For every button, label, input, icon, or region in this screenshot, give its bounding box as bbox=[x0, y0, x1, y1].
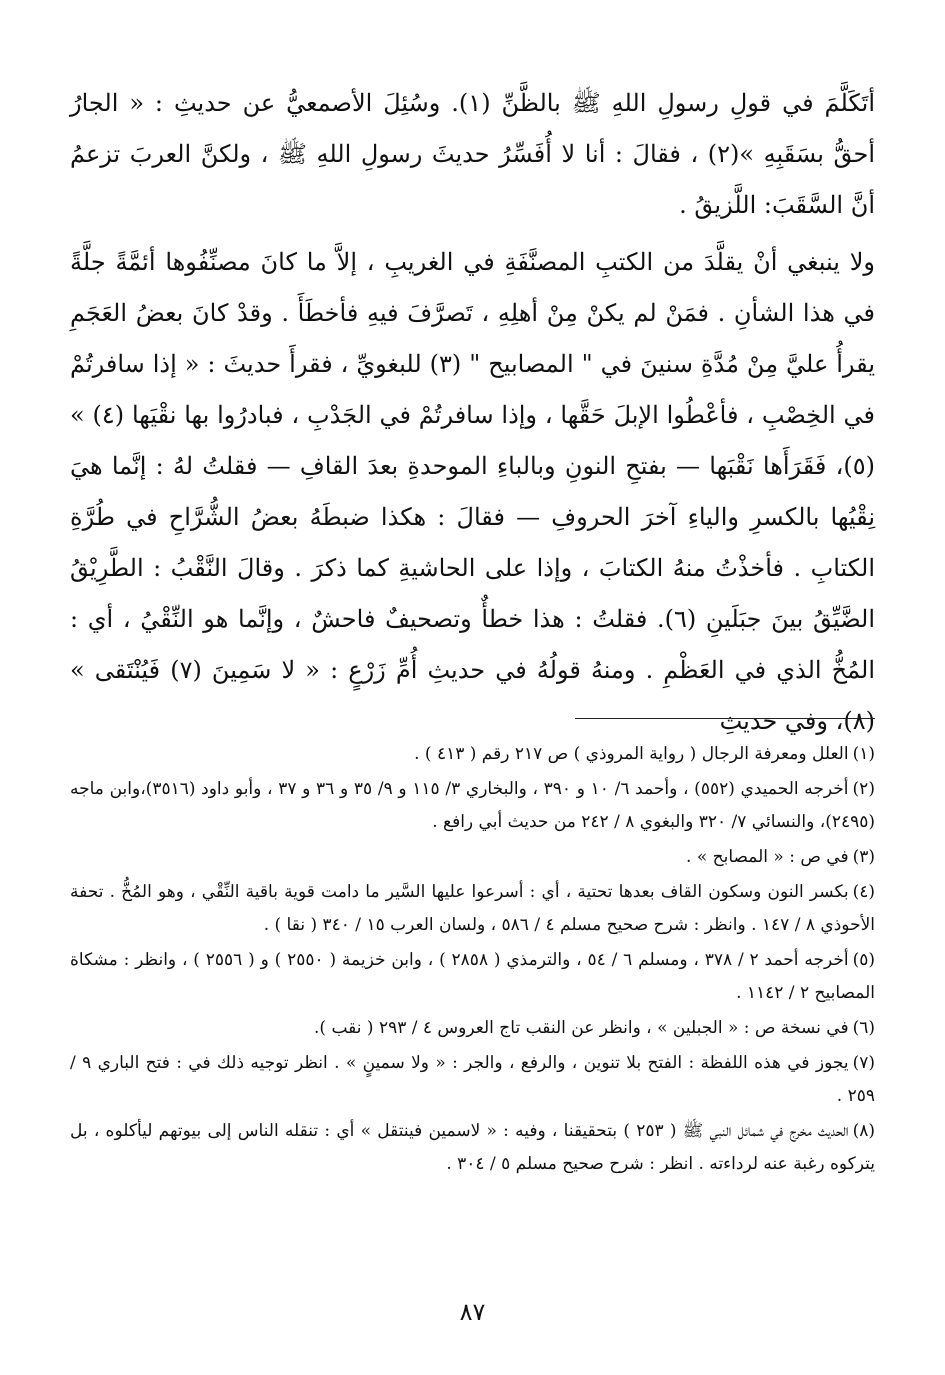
footnote-number: (٣) bbox=[852, 847, 875, 867]
footnote bbox=[70, 773, 875, 839]
book-page bbox=[70, 78, 875, 1335]
footnote bbox=[70, 1115, 875, 1181]
footnote bbox=[70, 738, 875, 771]
footnote-number: (٥) bbox=[852, 950, 875, 970]
footnote-text: يجوز في هذه اللفظة : الفتح بلا تنوين ، والرفع ، والجر : « ولا سمينٍ » . انظر توجيه ذلك في : فتح الباري ٩ / ٢٥٩ . bbox=[70, 1053, 875, 1106]
footnote-text: الحديث مخرج في شمائل النبي ﷺ ( ٢٥٣ ) بتحقيقنا ، وفيه : « لاسمين فينتقل » أي : تنقله الناس إلى بيوتهم ليأكلوه ، بل يتركوه رغبة عنه لرداءته . انظر : شرح صحيح مسلم ٥ / ٣٠٤ . bbox=[70, 1121, 875, 1174]
paragraph: أتَكَلَّمَ في قولِ رسولِ اللهِ ﷺ بالظَّنِّ (١). وسُئِلَ الأصمعيُّ عن حديثِ : « الجارُ أحقُّ بسَقَبِهِ »(٢) ، فقالَ : أنا لا أُفَسِّرُ حديثَ رسولِ اللهِ ﷺ ، ولكنَّ العربَ تزعمُ أنَّ السَّقَبَ: اللَّزيقُ . bbox=[70, 89, 876, 219]
footnote-number: (٨) bbox=[852, 1121, 875, 1141]
footnotes-section bbox=[70, 738, 875, 1183]
footnote-text: أخرجه الحميدي (٥٥٢) ، وأحمد ٦/ ١٠ و ٣٩٠ ، والبخاري ٣/ ١١٥ و ٩/ ٣٥ و ٣٦ و ٣٧ ، وأبو داود (٣٥١٦)،وابن ماجه (٢٤٩٥)، والنسائي ٧/ ٣٢٠ والبغوي ٨ / ٢٤٢ من حديث أبي رافع . bbox=[70, 779, 875, 832]
main-text-block bbox=[70, 78, 875, 747]
footnote bbox=[70, 1012, 875, 1045]
footnote-text: في نسخة ص : « الجبلين » ، وانظر عن النقب تاج العروس ٤ / ٢٩٣ ( نقب ). bbox=[314, 1018, 849, 1038]
footnote-number: (٤) bbox=[852, 882, 875, 902]
page-number: ٨٧ bbox=[459, 1298, 486, 1326]
footnote bbox=[70, 1047, 875, 1113]
footnote-text: العلل ومعرفة الرجال ( رواية المروذي ) ص ٢١٧ رقم ( ٤١٣ ) . bbox=[414, 744, 849, 764]
footnote-separator bbox=[575, 718, 875, 719]
footnote-number: (١) bbox=[852, 744, 875, 764]
footnote bbox=[70, 944, 875, 1010]
footnote bbox=[70, 841, 875, 874]
footnote-number: (٧) bbox=[852, 1053, 875, 1073]
footnote bbox=[70, 876, 875, 942]
footnote-number: (٦) bbox=[852, 1018, 875, 1038]
paragraph: ولا ينبغي أنْ يقلَّدَ من الكتبِ المصنَّفَةِ في الغريبِ ، إلاَّ ما كانَ مصنِّفُوها أئمَّةً جلَّةً في هذا الشأنِ . فمَنْ لم يكنْ مِنْ أهلِهِ ، تَصرَّفَ فيهِ فأخطَأَ . وقدْ كانَ بعضُ العَجَمِ يقرأُ عليَّ مِنْ مُدَّةِ سنينَ في " المصابيح " (٣) للبغويِّ ، فقرأَ حديثَ : « إذا سافرتُمْ في الخِصْبِ ، فأعْطُوا الإبلَ حَقَّها ، وإذا سافرتُمْ في الجَدْبِ ، فبادرُوا بها نقْيَها (٤) » (٥)، فَقَرَأَها نَقْبَها — بفتحِ النونِ وبالباءِ الموحدةِ بعدَ القافِ — فقلتُ لهُ : إنَّما هيَ نِقْيُها بالكسرِ والياءِ آخرَ الحروفِ — فقالَ : هكذا ضبطَهُ بعضُ الشُّرَّاحِ في طُرَّةِ الكتابِ . فأخذْتُ منهُ الكتابَ ، وإذا على الحاشيةِ كما ذكرَ . وقالَ النَّقْبُ : الطَّرِيْقُ الضَّيِّقُ بينَ جبَلَينِ (٦). فقلتُ : هذا خطأٌ وتصحيفٌ فاحشٌ ، وإنَّما هو النِّقْيُ ، أي : المُخُّ الذي في العَظْمِ . ومنهُ قولُهُ في حديثِ أُمِّ زَرْعٍ : « لا سَمِينَ (٧) فَيُنْتَقى » (٨)، وفي حديثِ bbox=[70, 248, 876, 735]
footnote-text: بكسر النون وسكون القاف بعدها تحتية ، أي : أسرعوا عليها السَّير ما دامت قوية باقية النِّقْي ، وهو المُخُّ . تحفة الأحوذي ٨ / ١٤٧ . وانظر : شرح صحيح مسلم ٤ / ٥٨٦ ، ولسان العرب ١٥ / ٣٤٠ ( نقا ) . bbox=[70, 882, 875, 935]
footnote-text: في ص : « المصابح » . bbox=[686, 847, 849, 867]
footnote-number: (٢) bbox=[852, 779, 875, 799]
footnote-text: أخرجه أحمد ٢ / ٣٧٨ ، ومسلم ٦ / ٥٤ ، والترمذي ( ٢٨٥٨ ) ، وابن خزيمة ( ٢٥٥٠ ) و ( ٢٥٥٦ ) ، وانظر : مشكاة المصابيح ٢ / ١١٤٢ . bbox=[70, 950, 875, 1003]
